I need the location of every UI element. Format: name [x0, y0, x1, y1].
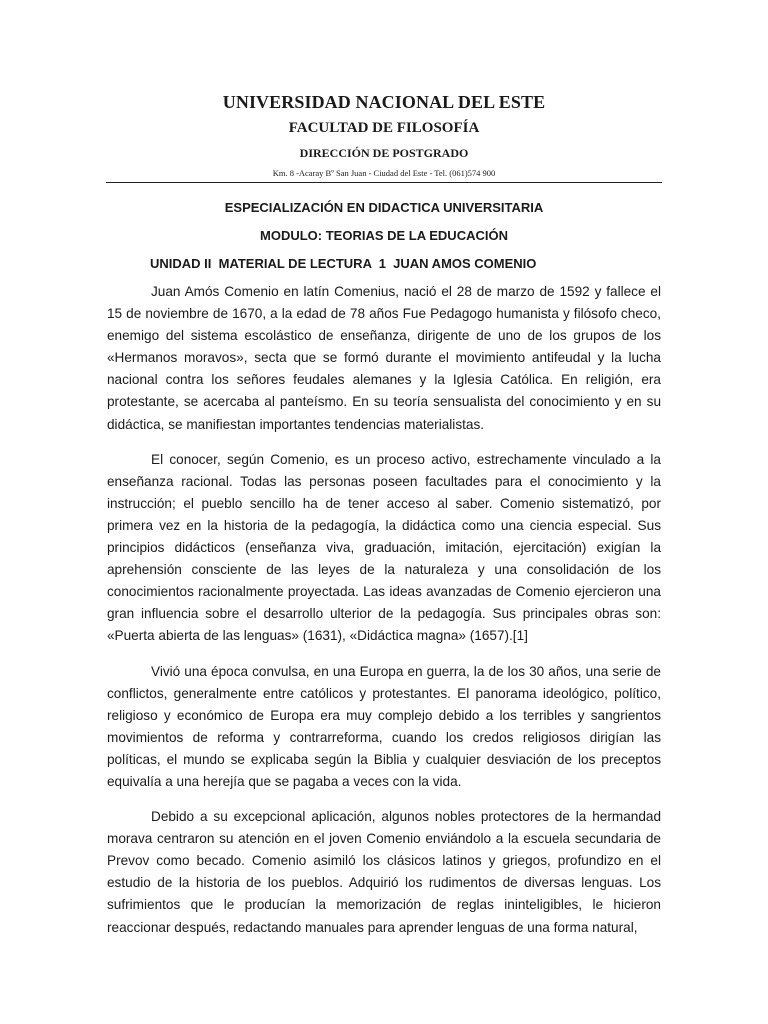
- paragraph: Vivió una época convulsa, en una Europa en guerra, la de los 30 años, una serie de conflictos, generalmente entre católicos y protestantes. El panorama ideológico, político, religioso y económico de Europa era muy complejo debido a los terribles y sangrientos movimientos de reforma y contrarreforma, cuando los credos religiosos dirigían las políticas, el mundo se explicaba según la Biblia y cualquier desviación de los preceptos equivalía a una herejía que se pagaba a veces con la vida.: [107, 663, 661, 789]
- direction-name: DIRECCIÓN DE POSTGRADO: [299, 146, 469, 160]
- paragraph: Debido a su excepcional aplicación, algunos nobles protectores de la hermandad morava centraron su atención en el joven Comenio enviándolo a la escuela secundaria de Prevov como becado. Comenio asimiló los clásicos latinos y griegos, profundizo en el estudio de la historia de los pueblos. Adquirió los rudimentos de diversas lenguas. Los sufrimientos que le producían la memorización de reglas ininteligibles, le hicieron reaccionar después, redactando manuales para aprender lenguas de una forma natural,: [107, 809, 661, 935]
- university-name: UNIVERSIDAD NACIONAL DEL ESTE: [222, 92, 546, 112]
- document-body: [107, 281, 661, 952]
- unit-heading: UNIDAD II MATERIAL DE LECTURA 1 JUAN AMOS COMENIO: [150, 256, 537, 271]
- faculty-name: FACULTAD DE FILOSOFÍA: [288, 120, 480, 136]
- header-divider: [106, 182, 662, 183]
- paragraph: Juan Amós Comenio en latín Comenius, nació el 28 de marzo de 1592 y fallece el 15 de noviembre de 1670, a la edad de 78 años Fue Pedagogo humanista y filósofo checo, enemigo del sistema escolástico de enseñanza, dirigente de uno de los grupos de los «Hermanos moravos», secta que se formó durante el movimiento antifeudal y la lucha nacional contra los señores feudales alemanes y la Iglesia Católica. En religión, era protestante, se acercaba al panteísmo. En su teoría sensualista del conocimiento y en su didáctica, se manifiestan importantes tendencias materialistas.: [107, 284, 661, 432]
- address-line: Km. 8 -Acaray Bº San Juan - Ciudad del Este - Tel. (061)574 900: [272, 168, 496, 178]
- module-heading: MODULO: TEORIAS DE LA EDUCACIÓN: [260, 228, 508, 243]
- paragraph: El conocer, según Comenio, es un proceso activo, estrechamente vinculado a la enseñanza racional. Todas las personas poseen facultades para el conocimiento y la instrucción; el pueblo sencillo ha de tener acceso al saber. Comenio sistematizó, por primera vez en la historia de la pedagogía, la didáctica como una ciencia especial. Sus principios didácticos (enseñanza viva, graduación, imitación, ejercitación) exigían la aprehensión consciente de las leyes de la naturaleza y una consolidación de los conocimientos racionalmente proyectada. Las ideas avanzadas de Comenio ejercieron una gran influencia sobre el desarrollo ulterior de la pedagogía. Sus principales obras son: «Puerta abierta de las lenguas» (1631), «Didáctica magna» (1657).[1]: [107, 451, 661, 644]
- specialization-heading: ESPECIALIZACIÓN EN DIDACTICA UNIVERSITARIA: [224, 200, 544, 215]
